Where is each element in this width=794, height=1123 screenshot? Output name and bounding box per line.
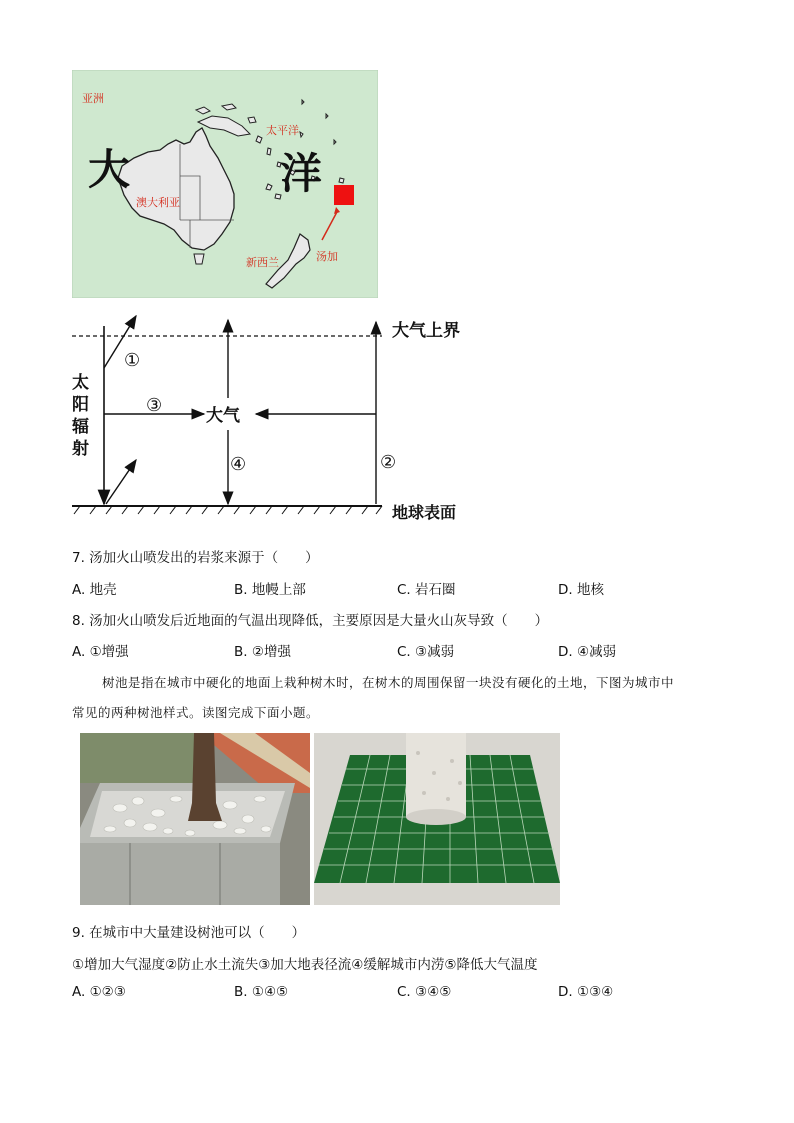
question-9-stem: 9. 在城市中大量建设树池可以（ ） [72,925,306,941]
label-earth-surface: 地球表面 [392,503,457,522]
question-7-option-b[interactable]: B. 地幔上部 [234,582,306,598]
marker-4: ④ [230,454,247,475]
tonga-marker [334,185,354,205]
passage-line-2: 常见的两种树池样式。读图完成下面小题。 [72,705,320,720]
label-tonga: 汤加 [316,250,338,263]
label-australia: 澳大利亚 [136,196,180,209]
question-7-option-a[interactable]: A. 地壳 [72,582,117,598]
question-7-option-d[interactable]: D. 地核 [558,582,604,598]
ground-reflection-arrow [106,460,136,504]
label-solar-char-2: 阳 [72,395,89,415]
question-8-stem: 8. 汤加火山喷发后近地面的气温出现降低，主要原因是大量火山灰导致（ ） [72,613,549,629]
question-8-option-a[interactable]: A. ①增强 [72,644,129,660]
question-9-option-b[interactable]: B. ①④⑤ [234,984,289,1000]
question-9-option-a[interactable]: A. ①②③ [72,984,126,1000]
tree-pool-photo-grate [314,733,560,905]
label-atmosphere: 大气 [206,406,240,426]
question-8-option-c[interactable]: C. ③减弱 [397,644,455,660]
label-big-char-2: 洋 [280,149,323,198]
question-7-option-c[interactable]: C. 岩石圈 [397,582,456,598]
question-8-option-d[interactable]: D. ④减弱 [558,644,617,660]
question-7-stem: 7. 汤加火山喷发出的岩浆来源于（ ） [72,550,319,566]
tonga-location-map [72,70,378,298]
tree-pool-photo-pebbles [80,733,310,905]
label-solar-char-1: 太 [72,373,89,393]
label-atmosphere-upper-boundary: 大气上界 [392,321,460,341]
question-9-statements: ①增加大气湿度②防止水土流失③加大地表径流④缓解城市内涝⑤降低大气温度 [72,957,538,973]
question-9-option-d[interactable]: D. ①③④ [558,984,614,1000]
label-big-char-1: 大 [88,145,131,194]
marker-3: ③ [146,395,163,416]
label-pacific: 太平洋 [266,124,299,137]
passage-line-1: 树池是指在城市中硬化的地面上栽种树木时，在树木的周围保留一块没有硬化的土地，下图为城市中 [102,675,675,690]
marker-1: ① [124,350,141,371]
marker-2: ② [380,452,397,473]
label-solar-char-4: 射 [72,439,89,459]
label-solar-char-3: 辐 [72,417,89,437]
label-asia: 亚洲 [82,92,104,105]
question-9-option-c[interactable]: C. ③④⑤ [397,984,452,1000]
tasmania-island [194,254,204,264]
question-8-option-b[interactable]: B. ②增强 [234,644,291,660]
ground-hatching [74,506,382,514]
atmosphere-radiation-diagram [60,308,480,528]
label-new-zealand: 新西兰 [246,256,279,269]
